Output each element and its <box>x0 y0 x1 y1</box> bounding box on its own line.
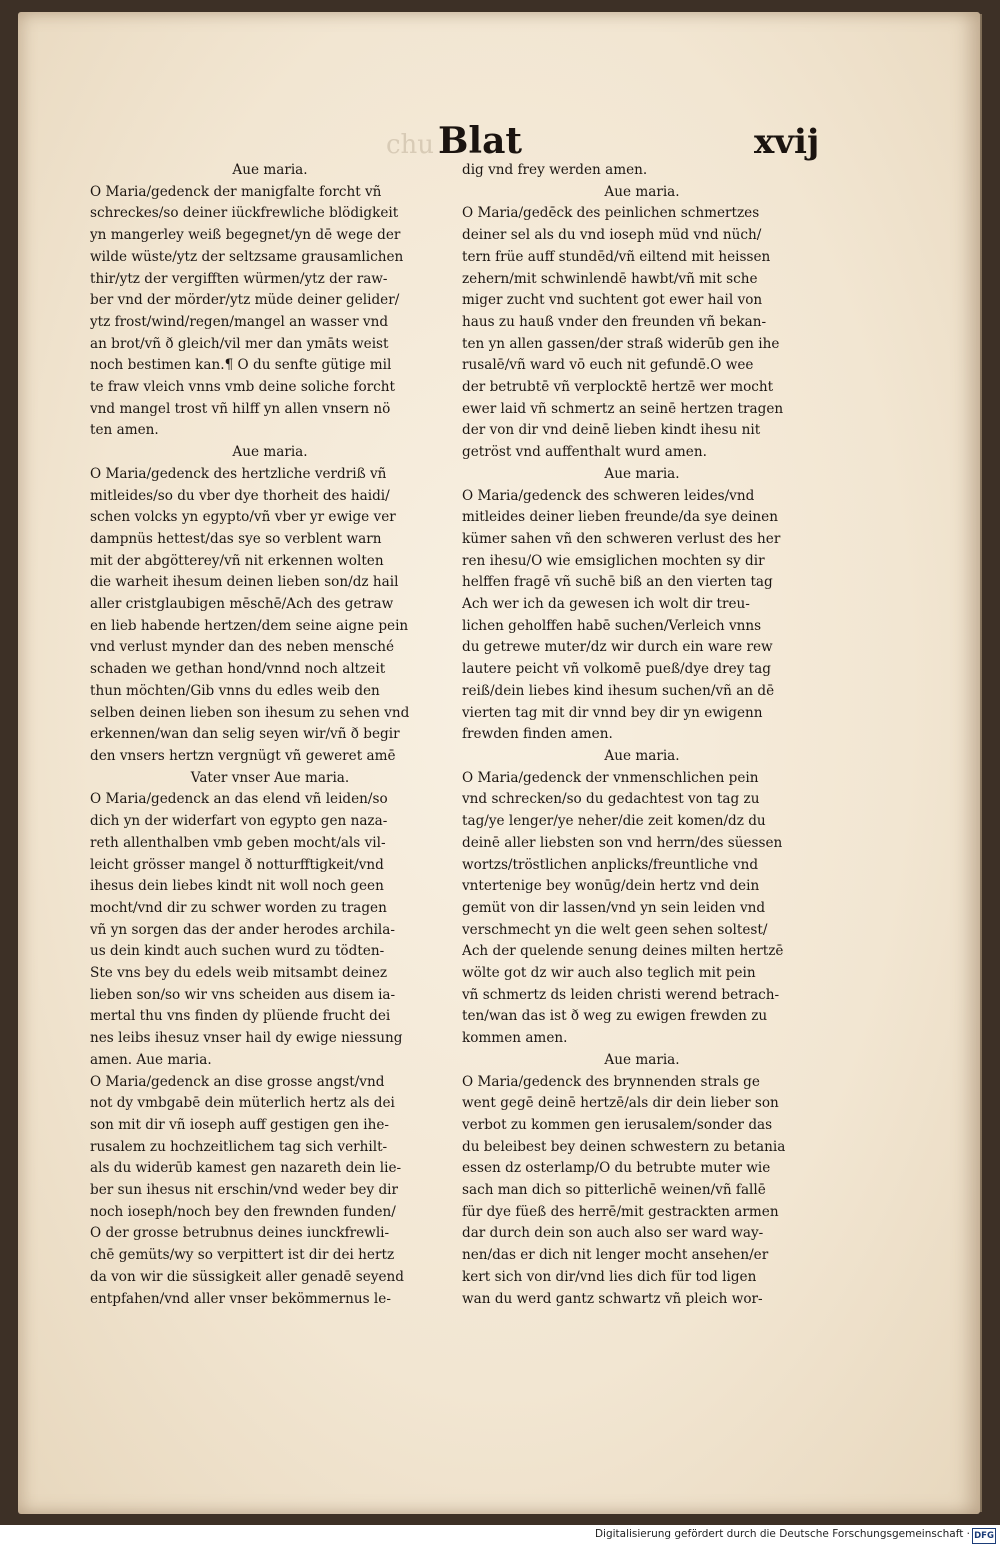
text-line: entpfahen/vnd aller vnser bekömmernus le- <box>90 1290 391 1307</box>
text-line: noch ioseph/noch bey den frewnden funden/ <box>90 1203 396 1220</box>
text-line: haus zu hauß vnder den freunden vñ bekan- <box>462 313 767 330</box>
text-line: an brot/vñ ð gleich/vil mer dan ymāts weist <box>90 335 389 352</box>
text-line: deinē aller liebsten son vnd herrn/des süessen <box>462 834 783 851</box>
text-line: lichen geholffen habē suchen/Verleich vnns <box>462 617 762 634</box>
text-line: vñ schmertz ds leiden christi werend betrach- <box>462 986 780 1003</box>
prayer-heading: Aue maria. <box>604 183 680 200</box>
text-line: en lieb habende hertzen/dem seine aigne pein <box>90 617 409 634</box>
text-line: nes leibs ihesuz vnser hail dy ewige niessung <box>90 1030 403 1047</box>
text-line: mocht/vnd dir zu schwer worden zu tragen <box>90 899 387 916</box>
text-line: rusalē/vñ ward vō euch nit gefundē.O wee <box>462 357 754 374</box>
left-text-column <box>90 160 450 1310</box>
text-line: lieben son/so wir vns scheiden aus disem ia- <box>90 986 396 1003</box>
text-line: helffen fragē vñ suchē biß an den vierten tag <box>462 574 773 591</box>
text-line: reth allenthalben vmb geben mocht/als vil- <box>90 834 386 851</box>
text-line: dich yn der widerfart von egypto gen naza- <box>90 813 388 830</box>
text-line: mertal thu vns finden dy plüende frucht dei <box>90 1008 391 1025</box>
prayer-heading: Aue maria. <box>232 444 308 461</box>
text-line: went gegē deinē hertzē/als dir dein lieber son <box>462 1095 779 1112</box>
text-line: reiß/dein liebes kind ihesum suchen/vñ an dē <box>462 682 775 699</box>
text-line: vntertenige bey wonūg/dein hertz vnd dein <box>462 878 760 895</box>
text-line: O der grosse betrubnus deines iunckfrewli- <box>90 1225 390 1242</box>
text-line: ten amen. <box>90 422 159 439</box>
text-line: O Maria/gedenck des schweren leides/vnd <box>462 487 755 504</box>
text-line: kommen amen. <box>462 1030 568 1047</box>
text-line: O Maria/gedenck der manigfalte forcht vñ <box>90 183 382 200</box>
text-line: essen dz osterlamp/O du betrubte muter wie <box>462 1160 771 1177</box>
text-line: thir/ytz der vergifften würmen/ytz der raw- <box>90 270 388 287</box>
text-line: wortzs/tröstlichen anplicks/freuntliche vnd <box>462 856 759 873</box>
text-line: Ste vns bey du edels weib mitsambt deinez <box>90 965 388 982</box>
text-line: selben deinen lieben son ihesum zu sehen vnd <box>90 704 410 721</box>
text-line: da von wir die süssigkeit aller genadē seyend <box>90 1268 404 1285</box>
prayer-heading: Vater vnser Aue maria. <box>190 769 350 786</box>
text-line: lautere peicht vñ volkomē pueß/dye drey tag <box>462 661 771 678</box>
text-line: te fraw vleich vnns vmb deine soliche forcht <box>90 379 395 396</box>
text-line: not dy vmbgabē dein müterlich hertz als dei <box>90 1095 395 1112</box>
text-line: kümer sahen vñ den schweren verlust des her <box>462 530 781 547</box>
prayer-heading: Aue maria. <box>604 465 680 482</box>
text-line: O Maria/gedenck an dise grosse angst/vnd <box>90 1073 385 1090</box>
text-line: sach man dich so pitterlichē weinen/vñ fallē <box>462 1182 766 1199</box>
text-line: yn mangerley weiß begegnet/yn dē wege der <box>90 227 401 244</box>
text-line: mitleides/so du vber dye thorheit des haidi/ <box>90 487 390 504</box>
text-line: mit der abgötterey/vñ nit erkennen wolten <box>90 552 384 569</box>
text-line: vñ yn sorgen das der ander herodes archila- <box>90 921 395 938</box>
text-line: us dein kindt auch suchen wurd zu tödten- <box>90 943 385 960</box>
text-line: wölte got dz wir auch also teglich mit pein <box>462 965 756 982</box>
text-line: leicht grösser mangel ð notturfftigkeit/vnd <box>90 856 384 873</box>
text-line: wan du werd gantz schwartz vñ pleich wor- <box>462 1290 763 1307</box>
text-line: du getrewe muter/dz wir durch ein ware rew <box>462 639 773 656</box>
text-line: getröst vnd auffenthalt wurd amen. <box>462 444 707 461</box>
prayer-heading: Aue maria. <box>232 162 308 178</box>
text-line: mitleides deiner lieben freunde/da sye deinen <box>462 509 778 526</box>
text-line: aller cristglaubigen mēschē/Ach des getraw <box>90 596 394 613</box>
text-line: thun möchten/Gib vnns du edles weib den <box>90 682 380 699</box>
text-line: zehern/mit schwinlendē hawbt/vñ mit sche <box>462 270 758 287</box>
text-line: vnd schrecken/so du gedachtest von tag zu <box>462 791 760 808</box>
text-line: miger zucht vnd suchtent got ewer hail von <box>462 292 763 309</box>
text-line: ytz frost/wind/regen/mangel an wasser vnd <box>90 313 389 330</box>
text-line: gemüt von dir lassen/vnd yn sein leiden vnd <box>462 899 766 916</box>
text-line: ihesus dein liebes kindt nit woll noch geen <box>90 878 384 895</box>
text-line: O Maria/gedenck des brynnenden strals ge <box>462 1073 760 1090</box>
text-line: ten/wan das ist ð weg zu ewigen frewden zu <box>462 1008 768 1025</box>
text-line: die warheit ihesum deinen lieben son/dz hail <box>90 574 399 591</box>
text-line: den vnsers hertzn vergnügt vñ geweret amē <box>90 747 396 764</box>
text-line: kert sich von dir/vnd lies dich für tod ligen <box>462 1268 757 1285</box>
text-line: son mit dir vñ ioseph auff gestigen gen ihe- <box>90 1116 389 1133</box>
right-text-column <box>462 160 822 1310</box>
dfg-logo: DFG <box>972 1528 996 1544</box>
text-line: chē gemüts/wy so verpittert ist dir dei hertz <box>90 1247 395 1264</box>
text-line: Ach wer ich da gewesen ich wolt dir treu- <box>462 596 750 613</box>
text-line: rusalem zu hochzeitlichem tag sich verhilt- <box>90 1138 388 1155</box>
text-line: ren ihesu/O wie emsiglichen mochten sy dir <box>462 552 765 569</box>
text-line: als du widerūb kamest gen nazareth dein lie- <box>90 1160 402 1177</box>
text-line: ewer laid vñ schmertz an seinē hertzen tragen <box>462 400 784 417</box>
text-line: dig vnd frey werden amen. <box>462 162 648 178</box>
text-line: erkennen/wan dan selig seyen wir/vñ ð begir <box>90 726 400 743</box>
footer-bar <box>0 1525 1000 1546</box>
text-line: ber sun ihesus nit erschin/vnd weder bey dir <box>90 1182 399 1199</box>
text-line: schaden we gethan hond/vnnd noch altzeit <box>90 661 386 678</box>
text-line: frewden finden amen. <box>462 726 613 743</box>
show-through-text: chu <box>386 130 435 160</box>
text-line: O Maria/gedēck des peinlichen schmertzes <box>462 205 760 222</box>
funding-credit: Digitalisierung gefördert durch die Deutsche Forschungsgemeinschaft · <box>594 1528 970 1540</box>
text-line: schreckes/so deiner iückfrewliche blödigkeit <box>90 205 399 222</box>
folio-number: xvij <box>754 122 820 162</box>
text-line: du beleibest bey deinen schwestern zu betania <box>462 1138 786 1155</box>
text-line: O Maria/gedenck der vnmenschlichen pein <box>462 769 759 786</box>
prayer-heading: Aue maria. <box>604 747 680 764</box>
text-line: der von dir vnd deinē lieben kindt ihesu nit <box>462 422 761 439</box>
prayer-heading: Aue maria. <box>604 1051 680 1068</box>
text-line: verbot zu kommen gen ierusalem/sonder das <box>462 1116 773 1133</box>
text-line: der betrubtē vñ verplocktē hertzē wer mocht <box>462 379 774 396</box>
text-line: dampnüs hettest/das sye so verblent warn <box>90 530 382 547</box>
text-line: vierten tag mit dir vnnd bey dir yn ewigenn <box>462 704 763 721</box>
text-line: amen. Aue maria. <box>90 1051 212 1068</box>
text-line: verschmecht yn die welt geen sehen soltest/ <box>462 921 768 938</box>
text-line: deiner sel als du vnd ioseph müd vnd nüch/ <box>462 227 762 244</box>
text-line: tern früe auff stundēd/vñ eiltend mit heissen <box>462 248 771 265</box>
text-line: für dye füeß des herrē/mit gestrackten armen <box>462 1203 779 1220</box>
text-line: vnd mangel trost vñ hilff yn allen vnsern nö <box>90 400 391 417</box>
text-line: Ach der quelende senung deines milten hertzē <box>462 943 784 960</box>
text-line: vnd verlust mynder dan des neben mensché <box>90 639 395 656</box>
text-line: O Maria/gedenck des hertzliche verdriß vñ <box>90 465 387 482</box>
text-line: dar durch dein son auch also ser ward way- <box>462 1225 764 1242</box>
text-line: wilde wüste/ytz der seltzsame grausamlichen <box>90 248 404 265</box>
text-line: schen volcks yn egypto/vñ vber yr ewige ver <box>90 509 396 526</box>
text-line: nen/das er dich nit lenger mocht ansehen/er <box>462 1247 769 1264</box>
text-line: ber vnd der mörder/ytz müde deiner gelider/ <box>90 292 400 309</box>
text-line: noch bestimen kan.¶ O du senfte gütige mil <box>90 357 392 374</box>
page-title: Blat <box>438 120 523 162</box>
text-line: tag/ye lenger/ye neher/die zeit komen/dz du <box>462 813 766 830</box>
text-line: ten yn allen gassen/der straß widerūb gen ihe <box>462 335 780 352</box>
text-line: O Maria/gedenck an das elend vñ leiden/so <box>90 791 388 808</box>
